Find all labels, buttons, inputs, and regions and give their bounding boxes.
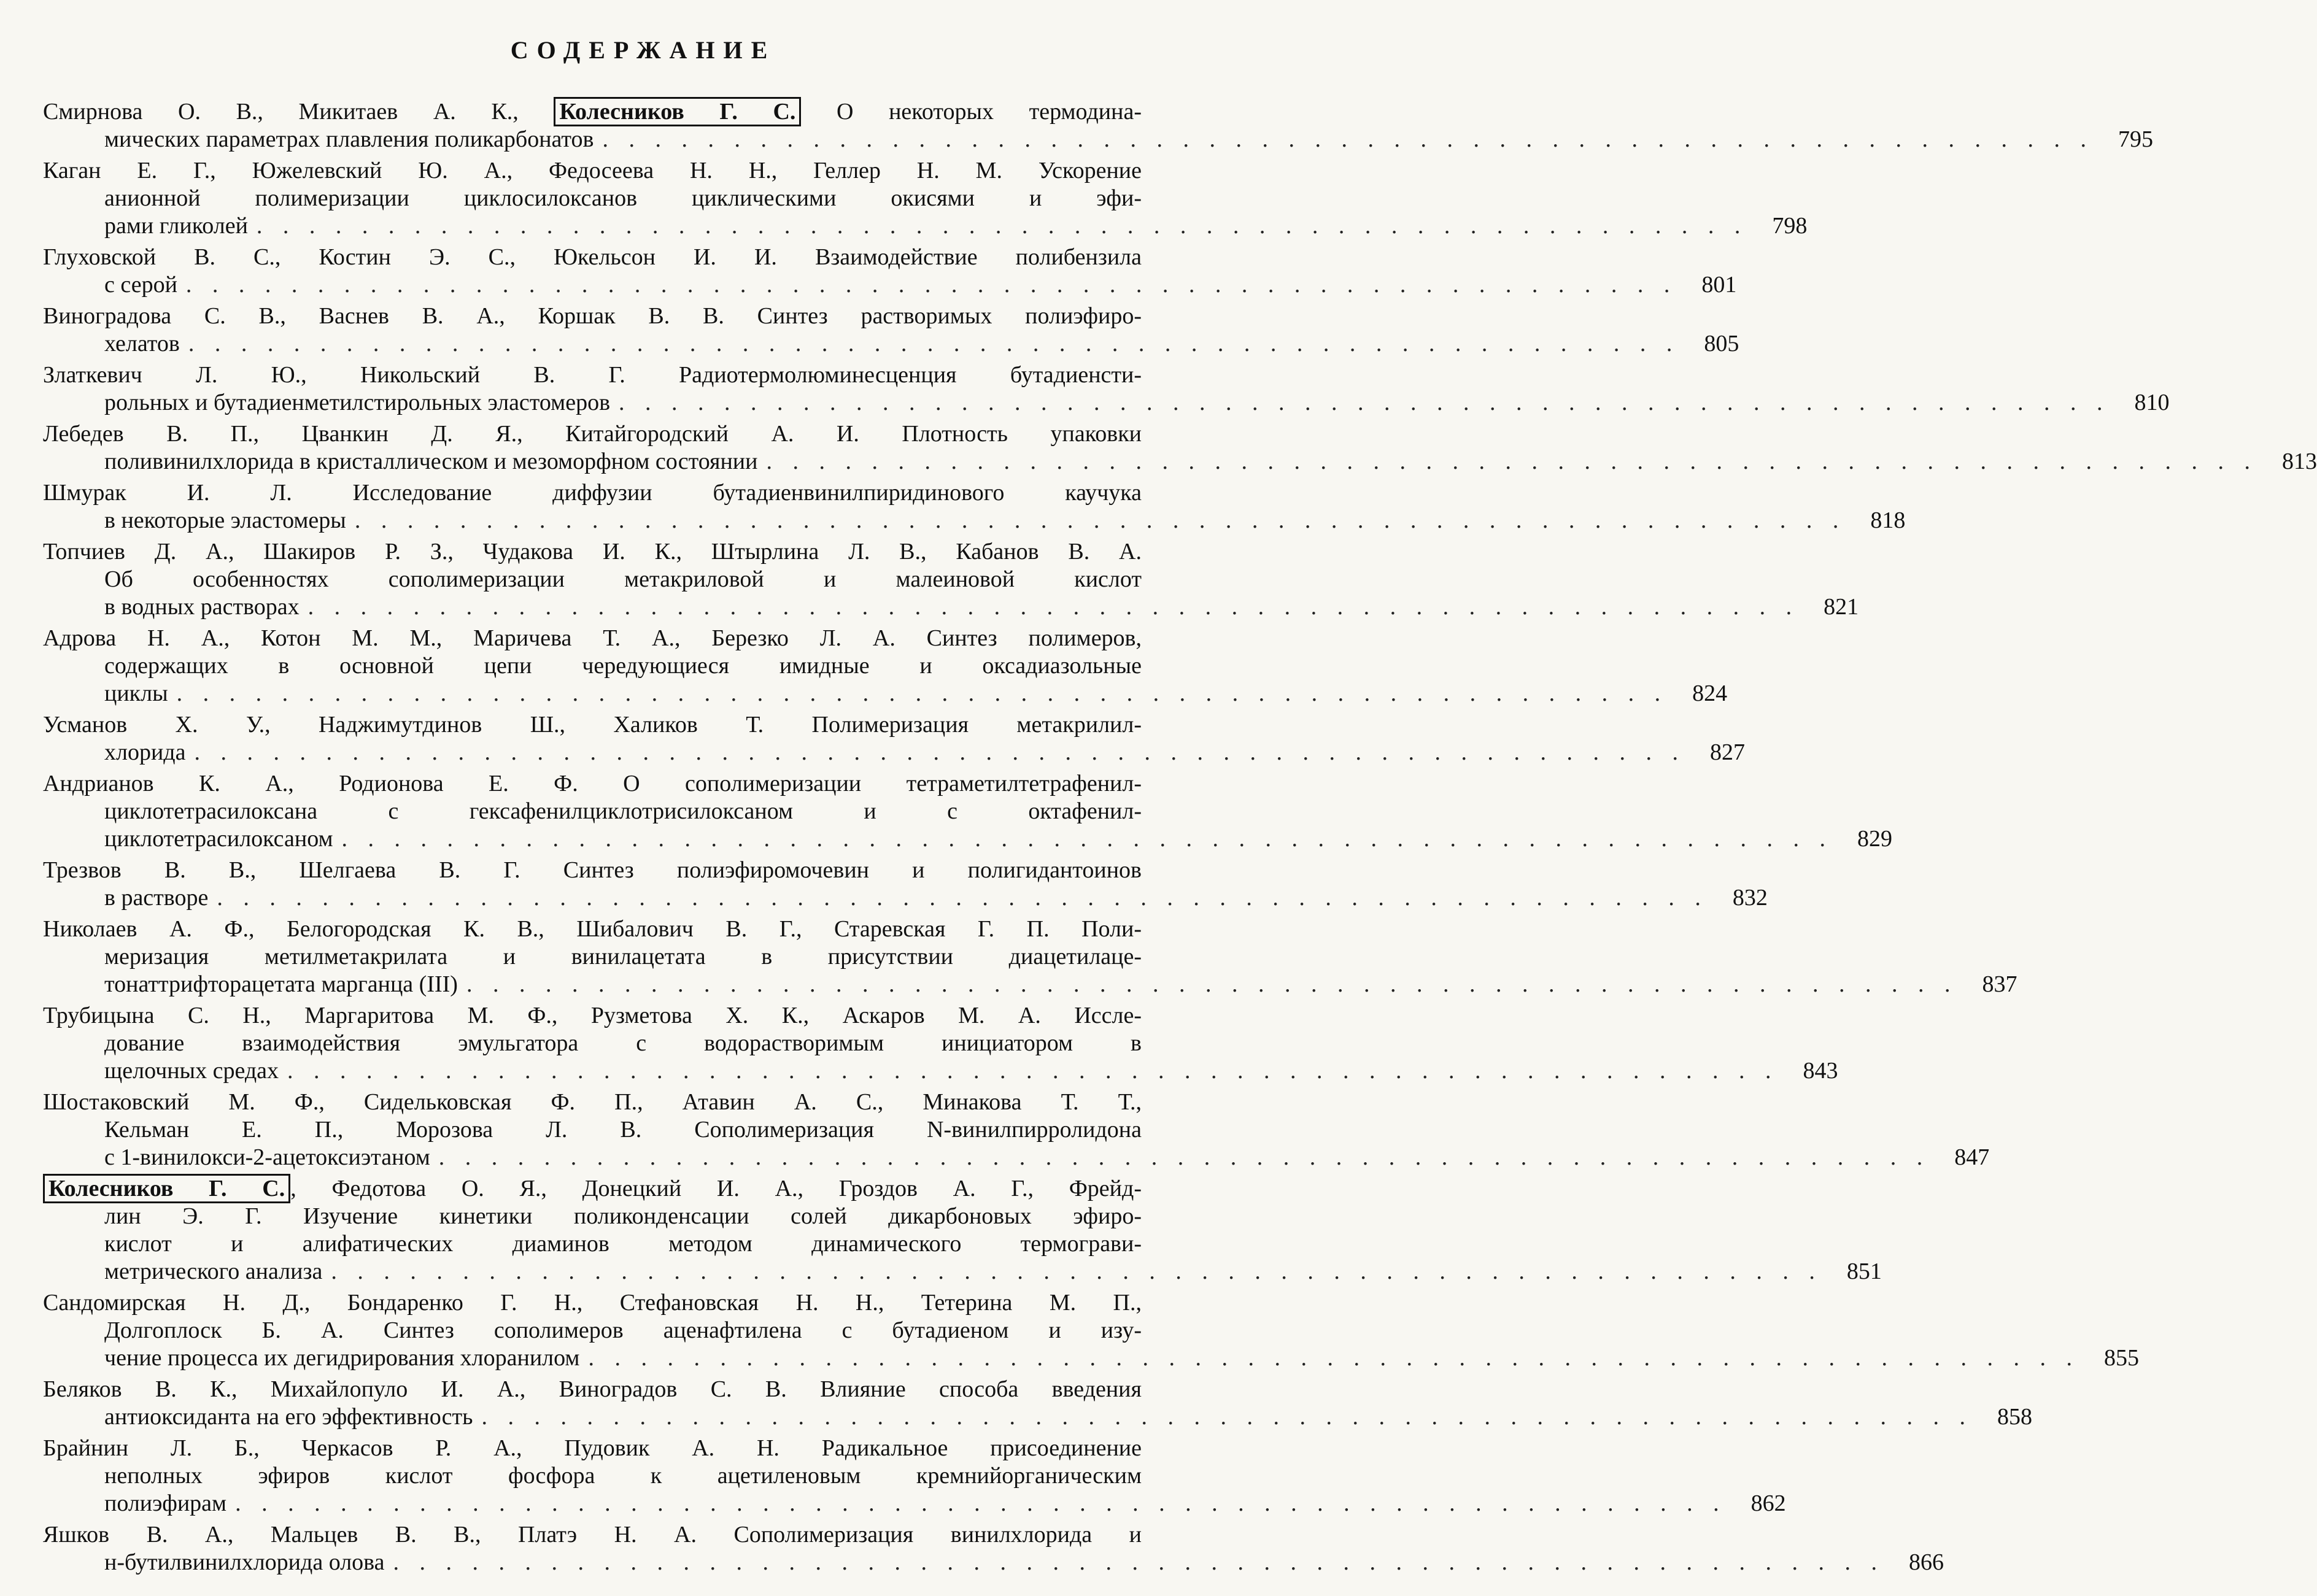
boxed-author: Колесников Г. С. — [554, 97, 801, 126]
dot-leader: . . . . . . . . . . . . . . . . . . . . . . . . . . . . . . . . . . . . . . . . . . . . . . . . . . . . . . . . . — [217, 885, 1708, 911]
text-run: Долгоплоск Б. А. Синтез сополимеров аценафтилена с бутадиеном и изу- — [104, 1317, 1142, 1343]
toc-entry — [43, 420, 2317, 476]
toc-last-line — [43, 971, 2017, 998]
page-number: 837 — [1982, 971, 2017, 997]
toc-line-text — [43, 1089, 1142, 1116]
page-number: 855 — [2103, 1345, 2139, 1371]
toc-line-text — [43, 1175, 1142, 1203]
dot-leader: . . . . . . . . . . . . . . . . . . . . . . . . . . . . . . . . . . . . . . . . . . . . . . . . . . . . . . . . . — [393, 1549, 1884, 1575]
text-run: Златкевич Л. Ю., Никольский В. Г. Радиотермолюминесценция бутадиенсти- — [43, 362, 1142, 388]
toc-line — [43, 1175, 1246, 1203]
toc-line-text: циклы — [104, 680, 168, 706]
page-number: 847 — [1954, 1144, 1990, 1170]
text-run: лин Э. Г. Изучение кинетики поликонденсации солей дикарбоновых эфиро- — [104, 1203, 1142, 1229]
toc-entry — [43, 479, 1906, 534]
text-run: , Федотова О. Я., Донецкий И. А., Гроздов А. Г., Фрейд- — [290, 1176, 1142, 1201]
toc-line-text: тонаттрифторацетата марганца (III) — [104, 971, 458, 997]
toc-line-text — [43, 420, 1142, 448]
toc-line — [43, 1521, 1246, 1549]
toc-line-text — [43, 916, 1142, 943]
toc-entry — [43, 1289, 2139, 1372]
toc-line-text: н-бутилвинилхлорида олова — [104, 1549, 385, 1575]
page-number: 843 — [1803, 1058, 1838, 1084]
toc-entry — [43, 538, 1859, 621]
toc-entry — [43, 711, 1745, 766]
toc-line — [43, 1030, 1246, 1057]
page-number: 827 — [1710, 739, 1745, 765]
page-number: 801 — [1701, 272, 1737, 298]
toc-line — [43, 625, 1246, 652]
toc-line-text: в некоторые эластомеры — [104, 507, 346, 533]
toc-line — [43, 770, 1246, 798]
dot-leader: . . . . . . . . . . . . . . . . . . . . . . . . . . . . . . . . . . . . . . . . . . . . . . . . . . . . . . . . . — [766, 449, 2257, 474]
text-run: Каган Е. Г., Южелевский Ю. А., Федосеева Н. Н., Геллер Н. М. Ускорение — [43, 158, 1142, 183]
text-run: циклотетрасилоксана с гексафенилциклотрисилоксаном и с октафенил- — [104, 798, 1142, 824]
toc-line — [43, 185, 1246, 212]
dot-leader: . . . . . . . . . . . . . . . . . . . . . . . . . . . . . . . . . . . . . . . . . . . . . . . . . . . . . . . . . — [308, 594, 1800, 620]
toc-line-text — [43, 770, 1142, 798]
toc-line — [43, 916, 1246, 943]
page-number: 798 — [1772, 213, 1808, 239]
toc-line — [43, 479, 1246, 507]
boxed-author: Колесников Г. С. — [43, 1174, 290, 1203]
text-run: Лебедев В. П., Цванкин Д. Я., Китайгородский А. И. Плотность упаковки — [43, 421, 1142, 447]
toc-entry — [43, 244, 1737, 299]
toc-line — [43, 1230, 1246, 1258]
dot-leader: . . . . . . . . . . . . . . . . . . . . . . . . . . . . . . . . . . . . . . . . . . . . . . . . . . . . . . . . . — [185, 272, 1677, 298]
toc-line-text: щелочных средах — [104, 1058, 279, 1084]
text-run: меризация метилметакрилата и винилацетата в присутствии диацетилаце- — [104, 944, 1142, 970]
toc-line-text: мических параметрах плавления поликарбонатов — [104, 126, 594, 152]
dot-leader: . . . . . . . . . . . . . . . . . . . . . . . . . . . . . . . . . . . . . . . . . . . . . . . . . . . . . . . . . — [619, 390, 2110, 415]
toc-line — [43, 1089, 1246, 1116]
page-title: СОДЕРЖАНИЕ — [510, 36, 776, 64]
dot-leader: . . . . . . . . . . . . . . . . . . . . . . . . . . . . . . . . . . . . . . . . . . . . . . . . . . . . . . . . . — [256, 213, 1748, 239]
toc-last-line — [43, 507, 1906, 534]
toc-last-line — [43, 680, 1728, 707]
page-number: 829 — [1857, 826, 1893, 852]
page-number: 810 — [2134, 390, 2170, 415]
dot-leader: . . . . . . . . . . . . . . . . . . . . . . . . . . . . . . . . . . . . . . . . . . . . . . . . . . . . . . . . . — [331, 1259, 1822, 1284]
dot-leader: . . . . . . . . . . . . . . . . . . . . . . . . . . . . . . . . . . . . . . . . . . . . . . . . . . . . . . . . . — [235, 1490, 1727, 1516]
page-number: 818 — [1870, 507, 1906, 533]
text-run: Андрианов К. А., Родионова Е. Ф. О сополимеризации тетраметилтетрафенил- — [43, 771, 1142, 796]
text-run: Кельман Е. П., Морозова Л. В. Сополимеризация N-винилпирролидона — [104, 1117, 1142, 1143]
page-number: 813 — [2281, 449, 2317, 474]
toc-line-text — [104, 185, 1142, 212]
toc-entry — [43, 857, 1768, 912]
toc-list — [43, 98, 2317, 1580]
toc-last-line — [43, 330, 1739, 358]
toc-last-line — [43, 1258, 1882, 1286]
dot-leader: . . . . . . . . . . . . . . . . . . . . . . . . . . . . . . . . . . . . . . . . . . . . . . . . . . . . . . . . . — [194, 739, 1685, 765]
toc-line-text — [104, 566, 1142, 593]
toc-line-text — [43, 157, 1142, 185]
toc-entry — [43, 361, 2170, 417]
dot-leader: . . . . . . . . . . . . . . . . . . . . . . . . . . . . . . . . . . . . . . . . . . . . . . . . . . . . . . . . . — [354, 507, 1846, 533]
text-run: Виноградова С. В., Васнев В. А., Коршак В. В. Синтез растворимых полиэфиро- — [43, 303, 1142, 329]
dot-leader: . . . . . . . . . . . . . . . . . . . . . . . . . . . . . . . . . . . . . . . . . . . . . . . . . . . . . . . . . — [588, 1345, 2079, 1371]
text-run: Глуховской В. С., Костин Э. С., Юкельсон И. И. Взаимодействие полибензила — [43, 244, 1142, 270]
toc-line-text: хлорида — [104, 739, 186, 765]
text-run: Беляков В. К., Михайлопуло И. А., Виноградов С. В. Влияние способа введения — [43, 1376, 1142, 1402]
toc-entry — [43, 303, 1739, 358]
toc-entry — [43, 1435, 1786, 1517]
toc-line — [43, 420, 1246, 448]
toc-last-line — [43, 1403, 2032, 1431]
toc-entry — [43, 625, 1728, 707]
toc-line — [43, 857, 1246, 884]
toc-line-text — [104, 943, 1142, 971]
page-number: 832 — [1732, 885, 1768, 911]
text-run: Смирнова О. В., Микитаев А. К., — [43, 99, 554, 125]
toc-entry — [43, 157, 1808, 240]
page-number: 821 — [1824, 594, 1859, 620]
page-number: 824 — [1692, 680, 1728, 706]
toc-entry — [43, 770, 1893, 853]
toc-line — [43, 1203, 1246, 1230]
toc-line-text: метрического анализа — [104, 1259, 323, 1284]
toc-line-text: в водных растворах — [104, 594, 300, 620]
toc-last-line — [43, 739, 1745, 766]
toc-line-text — [43, 857, 1142, 884]
toc-line-text: рами гликолей — [104, 213, 248, 239]
dot-leader: . . . . . . . . . . . . . . . . . . . . . . . . . . . . . . . . . . . . . . . . . . . . . . . . . . . . . . . . . — [466, 971, 1958, 997]
toc-last-line — [43, 884, 1768, 912]
text-run: неполных эфиров кислот фосфора к ацетиленовым кремнийорганическим — [104, 1463, 1142, 1489]
toc-line-text — [43, 1289, 1142, 1317]
page-number: 851 — [1846, 1259, 1882, 1284]
text-run: содержащих в основной цепи чередующиеся имидные и оксадиазольные — [104, 653, 1142, 679]
toc-line-text — [104, 652, 1142, 680]
text-run: Николаев А. Ф., Белогородская К. В., Шибалович В. Г., Старевская Г. П. Поли- — [43, 916, 1142, 942]
toc-last-line — [43, 825, 1893, 853]
dot-leader: . . . . . . . . . . . . . . . . . . . . . . . . . . . . . . . . . . . . . . . . . . . . . . . . . . . . . . . . . — [481, 1404, 1973, 1430]
page-number: 858 — [1997, 1404, 2032, 1430]
toc-last-line — [43, 389, 2170, 417]
toc-entry — [43, 1089, 1990, 1171]
toc-last-line — [43, 212, 1808, 240]
toc-line — [43, 711, 1246, 739]
toc-line-text — [43, 1435, 1142, 1462]
toc-line-text: циклотетрасилоксаном — [104, 826, 333, 852]
toc-line-text: поливинилхлорида в кристаллическом и мезоморфном состоянии — [104, 449, 758, 474]
text-run: Сандомирская Н. Д., Бондаренко Г. Н., Стефановская Н. Н., Тетерина М. П., — [43, 1290, 1142, 1316]
text-run: О некоторых термодина- — [801, 99, 1142, 125]
toc-line-text — [43, 625, 1142, 652]
toc-line-text — [43, 303, 1142, 330]
toc-line-text — [43, 1376, 1142, 1403]
toc-line-text: хелатов — [104, 331, 180, 357]
toc-line-text — [43, 1002, 1142, 1030]
dot-leader: . . . . . . . . . . . . . . . . . . . . . . . . . . . . . . . . . . . . . . . . . . . . . . . . . . . . . . . . . — [602, 126, 2094, 152]
toc-line-text — [104, 1203, 1142, 1230]
toc-last-line — [43, 271, 1737, 299]
text-run: Усманов Х. У., Наджимутдинов Ш., Халиков Т. Полимеризация метакрилил- — [43, 712, 1142, 738]
toc-line — [43, 1376, 1246, 1403]
toc-line — [43, 1116, 1246, 1144]
toc-entry — [43, 1175, 1882, 1286]
toc-line — [43, 1462, 1246, 1490]
text-run: Адрова Н. А., Котон М. М., Маричева Т. А., Березко Л. А. Синтез полимеров, — [43, 625, 1142, 651]
toc-line — [43, 943, 1246, 971]
text-run: Яшков В. А., Мальцев В. В., Платэ Н. А. Сополимеризация винилхлорида и — [43, 1522, 1142, 1548]
toc-last-line — [43, 448, 2317, 476]
toc-line-text: с серой — [104, 272, 177, 298]
toc-entry — [43, 1002, 1838, 1085]
text-run: Шмурак И. Л. Исследование диффузии бутадиенвинилпиридинового каучука — [43, 480, 1142, 506]
toc-entry — [43, 916, 2017, 998]
toc-line — [43, 98, 1246, 126]
toc-line-text — [43, 711, 1142, 739]
toc-last-line — [43, 126, 2153, 153]
toc-line — [43, 1289, 1246, 1317]
dot-leader: . . . . . . . . . . . . . . . . . . . . . . . . . . . . . . . . . . . . . . . . . . . . . . . . . . . . . . . . . — [341, 826, 1833, 852]
toc-line-text: в растворе — [104, 885, 209, 911]
text-run: Брайнин Л. Б., Черкасов Р. А., Пудовик А. Н. Радикальное присоединение — [43, 1435, 1142, 1461]
text-run: дование взаимодействия эмульгатора с водорастворимым инициатором в — [104, 1030, 1142, 1056]
toc-line-text — [43, 244, 1142, 271]
toc-line — [43, 1002, 1246, 1030]
text-run: Об особенностях сополимеризации метакриловой и малеиновой кислот — [104, 566, 1142, 592]
dot-leader: . . . . . . . . . . . . . . . . . . . . . . . . . . . . . . . . . . . . . . . . . . . . . . . . . . . . . . . . . — [188, 331, 1680, 357]
toc-line — [43, 566, 1246, 593]
toc-line — [43, 798, 1246, 825]
toc-line-text — [104, 1317, 1142, 1344]
toc-line-text — [43, 98, 1142, 126]
toc-entry — [43, 98, 2153, 153]
toc-last-line — [43, 593, 1859, 621]
toc-line — [43, 538, 1246, 566]
toc-line-text: антиоксиданта на его эффективность — [104, 1404, 473, 1430]
text-run: Трубицына С. Н., Маргаритова М. Ф., Рузметова Х. К., Аскаров М. А. Иссле- — [43, 1003, 1142, 1028]
text-run: кислот и алифатических диаминов методом динамического термограви- — [104, 1231, 1142, 1257]
toc-line-text — [43, 361, 1142, 389]
page-number: 795 — [2118, 126, 2153, 152]
toc-line — [43, 157, 1246, 185]
toc-entry — [43, 1521, 1944, 1576]
text-run: анионной полимеризации циклосилоксанов циклическими окисями и эфи- — [104, 185, 1142, 211]
toc-line-text — [43, 1521, 1142, 1549]
toc-line — [43, 361, 1246, 389]
toc-line — [43, 1435, 1246, 1462]
toc-last-line — [43, 1490, 1786, 1517]
toc-line-text: рольных и бутадиенметилстирольных эластомеров — [104, 390, 611, 415]
toc-line-text — [104, 1230, 1142, 1258]
dot-leader: . . . . . . . . . . . . . . . . . . . . . . . . . . . . . . . . . . . . . . . . . . . . . . . . . . . . . . . . . — [287, 1058, 1779, 1084]
page-number: 805 — [1704, 331, 1739, 357]
page-number: 866 — [1908, 1549, 1944, 1575]
toc-line-text — [104, 798, 1142, 825]
text-run: Трезвов В. В., Шелгаева В. Г. Синтез полиэфиромочевин и полигидантоинов — [43, 857, 1142, 883]
toc-line — [43, 244, 1246, 271]
toc-line-text — [104, 1116, 1142, 1144]
toc-line-text — [104, 1462, 1142, 1490]
toc-line-text — [104, 1030, 1142, 1057]
toc-last-line — [43, 1344, 2139, 1372]
toc-line-text: чение процесса их дегидрирования хлоранилом — [104, 1345, 580, 1371]
text-run: Топчиев Д. А., Шакиров Р. З., Чудакова И. К., Штырлина Л. В., Кабанов В. А. — [43, 539, 1142, 565]
toc-last-line — [43, 1057, 1838, 1085]
toc-entry — [43, 1376, 2032, 1431]
dot-leader: . . . . . . . . . . . . . . . . . . . . . . . . . . . . . . . . . . . . . . . . . . . . . . . . . . . . . . . . . — [438, 1144, 1930, 1170]
toc-line — [43, 652, 1246, 680]
toc-line-text: с 1-винилокси-2-ацетоксиэтаном — [104, 1144, 430, 1170]
dot-leader: . . . . . . . . . . . . . . . . . . . . . . . . . . . . . . . . . . . . . . . . . . . . . . . . . . . . . . . . . — [176, 680, 1668, 706]
toc-last-line — [43, 1144, 1990, 1171]
toc-line-text — [43, 538, 1142, 566]
toc-line-text — [43, 479, 1142, 507]
toc-line — [43, 1317, 1246, 1344]
text-run: Шостаковский М. Ф., Сидельковская Ф. П., Атавин А. С., Минакова Т. Т., — [43, 1089, 1142, 1115]
toc-line — [43, 303, 1246, 330]
page-number: 862 — [1750, 1490, 1786, 1516]
toc-last-line — [43, 1549, 1944, 1576]
toc-line-text: полиэфирам — [104, 1490, 227, 1516]
